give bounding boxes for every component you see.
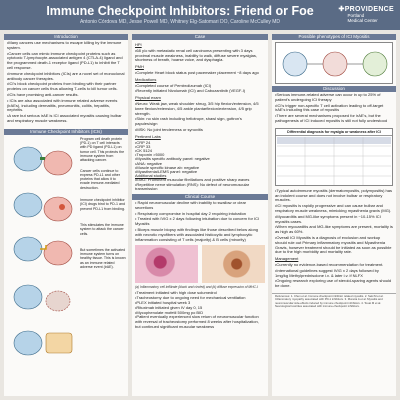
right-column — [272, 34, 396, 396]
differential-table-grid — [276, 136, 392, 186]
introduction-heading: Introduction — [4, 34, 128, 40]
ici-note: Immune checkpoint inhibitor (ICI) drugs bind to PD-1 and prevent PD-L1 from binding. — [80, 198, 125, 211]
intro-bullet: •ICI's block checkpoint proteins from binding with their partner proteins on cancer cells thus allowing T-cells to kill tumor cells. — [7, 81, 118, 92]
course-item: • Biceps muscle biopsy with findings like those described below along with necrotic myofibers with associated histiocytic and lymphocytic inflammation consisting of T cells (majority) & B cells (minority) — [135, 226, 259, 242]
discussion-item: •ICI's trigger non-specific T cell activation leading to off-target irAE's including this case of myositis — [275, 102, 384, 113]
lab-item: •CK 5124 — [135, 147, 152, 153]
lab-item: •Repetitive nerve stimulation (RNS): No defect of neuromuscular transmission — [135, 181, 250, 191]
pmh-text: •Complete Heart block status post pacemaker placement ~8 days ago — [135, 69, 259, 75]
logo-brand: ✚PROVIDENCE — [338, 6, 394, 13]
intro-bullet: • ICIs are also associated with immune related adverse events (irAEs), including dermatitis, pneumonitis, colitis, hepatitis, nephritis. — [7, 97, 118, 113]
discussion-item: •There are several mechanisms proposed for irAE's, but the pathogenesis of ICI induced myositis is still not fully understood — [275, 113, 388, 123]
case-heading: Case — [132, 34, 268, 40]
exam-item: •Skin: no skin rash including heliotrope, shawl sign, gottron's papules/sign — [135, 116, 242, 127]
exam-heading: Physical exam — [135, 95, 161, 101]
lab-item: •ANA: negative — [135, 160, 162, 166]
ici-mechanism-figure — [4, 135, 128, 367]
labs-heading: Pertinent Labs — [135, 133, 161, 139]
management-heading: Management — [275, 256, 299, 262]
ici-note: But sometimes the activated immune system turns on healthy tissue. This is known as an immune related adverse event (irAE). — [80, 247, 126, 269]
logo-sub-2: Medical Center — [347, 18, 378, 23]
course-item: •Patient eventually experienced slow return of neuromuscular function with reversal of tracheostomy performed 8 weeks after hospitalization, but continued significant muscular weakness — [135, 314, 259, 329]
course-item: •PLEX initiated hospital week 3 — [135, 299, 191, 305]
discussion-item: •Typical autoimmune myositis (dermatomyositis, polymyositis) has an indolent course and does not involve bulbar or respiratory muscles. — [275, 187, 392, 203]
intro-bullet: •A rare but serious irAE is ICI associated myositis causing bulbar and respiratory muscle weakness. — [7, 113, 122, 123]
ici-notes — [80, 137, 126, 270]
poster-title: Immune Checkpoint Inhibitors: Friend or Foe — [46, 4, 314, 18]
medications-heading: Medications — [135, 76, 157, 82]
medication-item: •Completed course of Pembrolizumab (ICI) — [135, 82, 212, 88]
pmh-heading: PMH — [135, 64, 144, 70]
labs-list — [135, 141, 265, 191]
ici-figure-heading: Immune Checkpoint Inhibitors (ICIs) — [4, 129, 128, 135]
course-text — [132, 200, 268, 244]
discussion-item: •Serious immune-related adverse can occur in up to 25% of patient's undergoing ICI therapy — [275, 92, 381, 102]
additional-studies-heading: Additional studies — [135, 173, 167, 179]
ici-note: Program cell death protein (PD-1) on T cell interacts with PD ligand (PD-L1) on tumor cell. This protects the immune system from attacking cancer. — [80, 136, 125, 163]
poster-header — [0, 0, 400, 30]
introduction-text — [4, 40, 128, 126]
management-item: •Currently no evidence-based recommendation for treatment. — [275, 261, 384, 267]
lab-item: •Myasthenia/LEMS panel: negative — [135, 168, 198, 174]
ici-diagram — [6, 137, 78, 369]
intro-bullet: •Cancer cells can mimic immune checkpoint proteins such as cytotoxic T-lymphocyte-associated antigen 4 (CTLA-4) ligand and the programmed death-1 receptor ligand (PD-L1) to inhibit the T cell response. — [7, 50, 123, 70]
histology-caption: (a) Inflammatory cell infiltrate (black and circled) and (b) diffuse expression of MHC-I — [135, 285, 258, 290]
management-item: •International guidelines suggest IVIG x 2 days followed by 1mg/kg Methylprednisolone i.v. & later i.v. if NLFX — [275, 267, 379, 278]
discussion-item: •When myocarditis and MG-like symptoms are present, mortality is as high as 60%. — [275, 224, 393, 235]
histology-image-b — [202, 245, 265, 283]
hpi-text: •68 y/o with metastatic renal cell carcinoma presenting with 3 days proximal muscle weakness, inability to walk, diffuse severe myalgias, shortness of breath, hoarse voice, and dysphagia. — [135, 47, 257, 63]
exam-item: •Neuro: Weak jaw, weak shoulder shrug, 3/5 hip flexion/extension, 4/5 knee flexion/extension, 4/5 ankle plantarflexion/extension, 4/5 grip strength. — [135, 100, 259, 116]
ici-note: This stimulates the immune system to attack the cancer cells. — [80, 222, 124, 236]
phenotypes-figure — [275, 42, 393, 84]
providence-logo — [339, 5, 394, 23]
references: References: 1. Chen et al. Immune checkpoint inhibitor related myositis. 2. Seki M et al. Inflammatory myopathy associated with PD-1 inhibitors. 3. Moreira A et al. Myositis and neuromuscular side-effects induced by immune checkpoint inhibitors. 4. Touat M et al. Neurological toxicities associated with immune-checkpoint inhibitors. — [272, 293, 396, 310]
discussion-text — [272, 92, 396, 126]
left-column — [4, 34, 128, 396]
ici-note: Cancer cells continue to express PD-L1 and other proteins that allow it to evade immune-mediated destruction. — [80, 168, 120, 190]
intro-bullet: •ICIs have promising anti-cancer results. — [7, 91, 79, 97]
exam-item: •MSK: No joint tenderness or synovitis — [135, 126, 203, 132]
author-list: Antonio Córdova MD, Jesse Powell MD, Whitney Elg-Satomari DO, Caroline McCulley MD — [79, 19, 281, 25]
lab-item: •Muscle specific kinase ab: negative — [135, 164, 200, 170]
intro-bullet: •Many cancers use mechanisms to escape killing by the immune system. — [7, 40, 122, 50]
center-column — [132, 34, 268, 396]
discussion-text-2 — [272, 188, 396, 291]
phenotypes-heading: Possible phenotypes of ICI Myositis — [272, 34, 396, 40]
course-item: •Treatment initiated with high dose solumedrol — [135, 290, 217, 296]
differential-table — [275, 128, 393, 186]
histology-image-a — [135, 245, 198, 283]
case-text — [132, 40, 268, 192]
differential-table-title: Differential diagnosis for myalgia or weakness after ICI — [276, 129, 392, 136]
intro-bullet: •Immune checkpoint inhibitors (ICIs) are a novel set of monoclonal antibody cancer therapies. — [7, 70, 125, 81]
lab-item: •CRP 33 — [135, 143, 151, 149]
clinical-course-heading: Clinical Course — [132, 194, 268, 200]
management-item: •Ongoing research exploring use of steroid-sparing agents should be done. — [275, 278, 392, 289]
lab-item: •EMG: Prominent muscular fibrillations and positive sharp waves — [135, 177, 250, 183]
lab-item: •Troponin >5000 — [135, 152, 165, 158]
course-item: •Tracheostomy due to ongoing need for mechanical ventilation — [135, 295, 246, 301]
medication-item: •Recently initiated Nivolumab (ICI) and Cabozantinib (VEGF-I) — [135, 88, 246, 94]
discussion-item: •ICI myositis is rapidly progressive and can cause bulbar and respiratory muscle weakness, mimicking myasthenia gravis (MG). — [275, 203, 392, 213]
course-item: • Respiratory compromise in hospital day 2 requiring intubation — [135, 210, 247, 216]
course-text-2 — [132, 290, 268, 330]
course-item: •Rituximab initiated given IV day 0, 15 — [135, 304, 203, 310]
lab-item: •CRP 24 — [135, 139, 151, 145]
lab-item: •Myositis specific antibody panel: negative — [135, 156, 210, 162]
histology-images — [135, 245, 265, 283]
logo-sub-1: Portland — [347, 13, 365, 18]
discussion-item: •Overall ICI Myositis is a diagnosis of exclusion and workup should rule out Primary inflammatory myositis and Myasthenia Gravis, however treatment should be initiated as soon as possible due to the high morbidity and mortality rate. — [275, 234, 392, 255]
course-item: •Mycophenolate mofetil 500mg po BID — [135, 309, 204, 315]
course-item: • Rapid neuromuscular decline with inability to swallow or clear secretions — [135, 199, 247, 210]
hpi-heading: HPI — [135, 42, 142, 47]
course-item: • Treated with IVIG x 2 days following intubation due to concern for ICI Myositis — [135, 216, 260, 227]
discussion-item: •Myocarditis and MG-like symptoms present in ~10-15% ICI myositis cases. — [275, 213, 381, 224]
discussion-heading: Discussion — [272, 86, 396, 92]
phenotype-diagram — [277, 44, 393, 84]
